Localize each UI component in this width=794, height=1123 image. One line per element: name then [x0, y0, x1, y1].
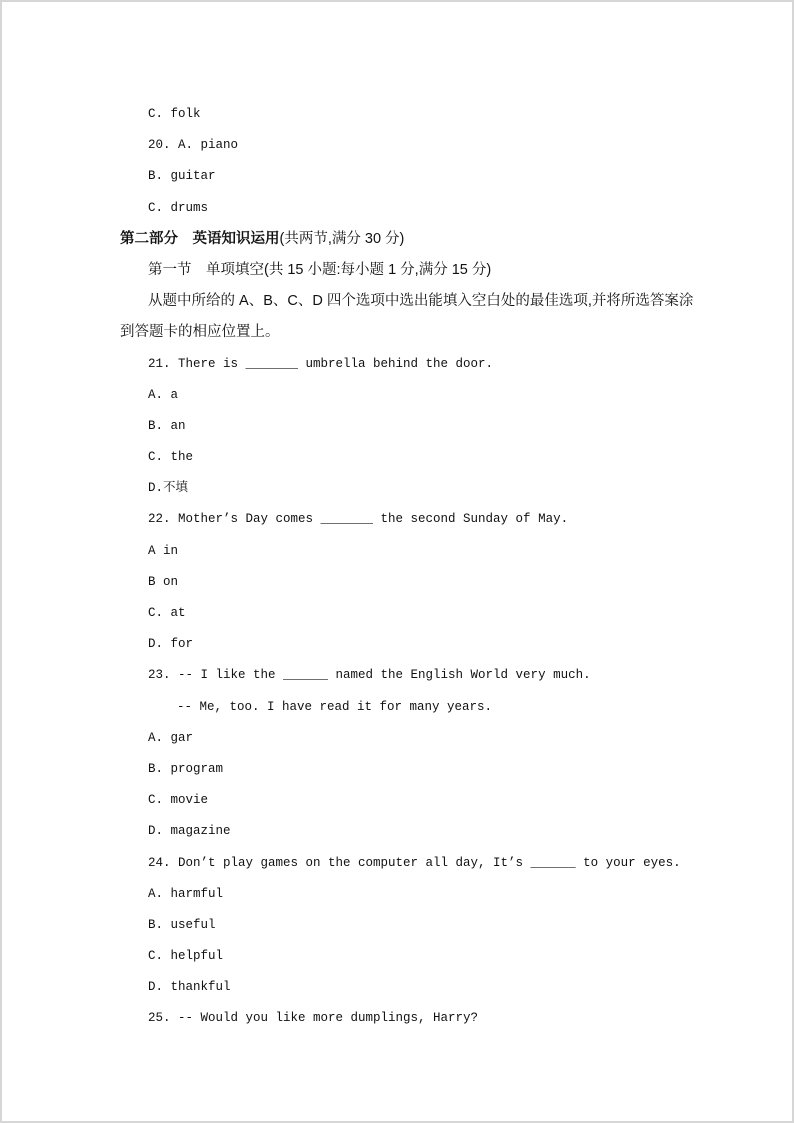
text-line	[120, 224, 734, 255]
text-line	[120, 349, 734, 380]
text-line	[120, 816, 734, 847]
text-line	[120, 567, 734, 598]
text-line	[120, 598, 734, 629]
text-line	[120, 411, 734, 442]
text-segment: A in	[148, 543, 179, 558]
text-line	[120, 879, 734, 910]
text-segment: 21. There is _______ umbrella behind the door.	[148, 356, 494, 371]
text-segment: 25. -- Would you like more dumplings, Harry?	[148, 1011, 479, 1026]
text-line	[120, 848, 734, 879]
text-segment: D. magazine	[148, 824, 231, 839]
text-line	[120, 317, 734, 348]
text-line	[120, 161, 734, 192]
text-segment: C. movie	[148, 793, 209, 808]
text-line	[120, 536, 734, 567]
text-segment: D. for	[148, 637, 194, 652]
text-line	[120, 380, 734, 411]
text-line	[120, 286, 734, 317]
text-line	[120, 130, 734, 161]
text-segment: C. folk	[148, 107, 201, 121]
text-line	[120, 785, 734, 816]
text-segment: B. useful	[148, 917, 216, 932]
text-segment: A. harmful	[148, 886, 224, 901]
text-line	[120, 660, 734, 691]
text-segment: D.不填	[148, 481, 189, 496]
text-segment: 从题中所给的 A、B、C、D 四个选项中选出能填入空白处的最佳选项,并将所选答案涂	[148, 293, 694, 310]
text-segment: A. gar	[148, 730, 194, 745]
text-segment: A. a	[148, 387, 179, 402]
text-segment: C. at	[148, 606, 186, 620]
text-segment: 20. A. piano	[148, 138, 239, 153]
text-segment: B. an	[148, 418, 186, 433]
text-segment: B. program	[148, 761, 224, 776]
text-segment: 23. -- I like the ______ named the English World very much.	[148, 668, 591, 683]
text-segment: C. helpful	[148, 949, 224, 964]
text-segment: 第二部分 英语知识运用	[120, 230, 280, 247]
text-line	[120, 1003, 734, 1034]
text-line	[120, 754, 734, 785]
text-line	[120, 629, 734, 660]
text-line	[120, 193, 734, 224]
text-segment: B. guitar	[148, 169, 216, 184]
text-line	[120, 692, 734, 723]
text-segment: 第一节 单项填空(共 15 小题:每小题 1 分,满分 15 分)	[148, 261, 492, 278]
text-line	[120, 723, 734, 754]
text-segment: 到答题卡的相应位置上。	[120, 324, 280, 341]
text-segment: 22. Mother’s Day comes _______ the second Sunday of May.	[148, 512, 569, 527]
text-line	[120, 473, 734, 504]
text-segment: C. drums	[148, 200, 209, 215]
text-line	[120, 941, 734, 972]
text-segment: (共两节,满分 30 分)	[279, 230, 405, 247]
text-line	[120, 255, 734, 286]
text-line	[120, 972, 734, 1003]
text-segment: C. the	[148, 450, 194, 465]
text-segment: D. thankful	[148, 980, 231, 995]
text-line	[120, 910, 734, 941]
text-segment: -- Me, too. I have read it for many years.	[177, 699, 493, 714]
text-line	[120, 442, 734, 473]
text-line	[120, 99, 734, 130]
text-segment: B on	[148, 574, 179, 589]
text-line	[120, 504, 734, 535]
text-segment: 24. Don’t play games on the computer all day, It’s ______ to your eyes.	[148, 855, 681, 870]
